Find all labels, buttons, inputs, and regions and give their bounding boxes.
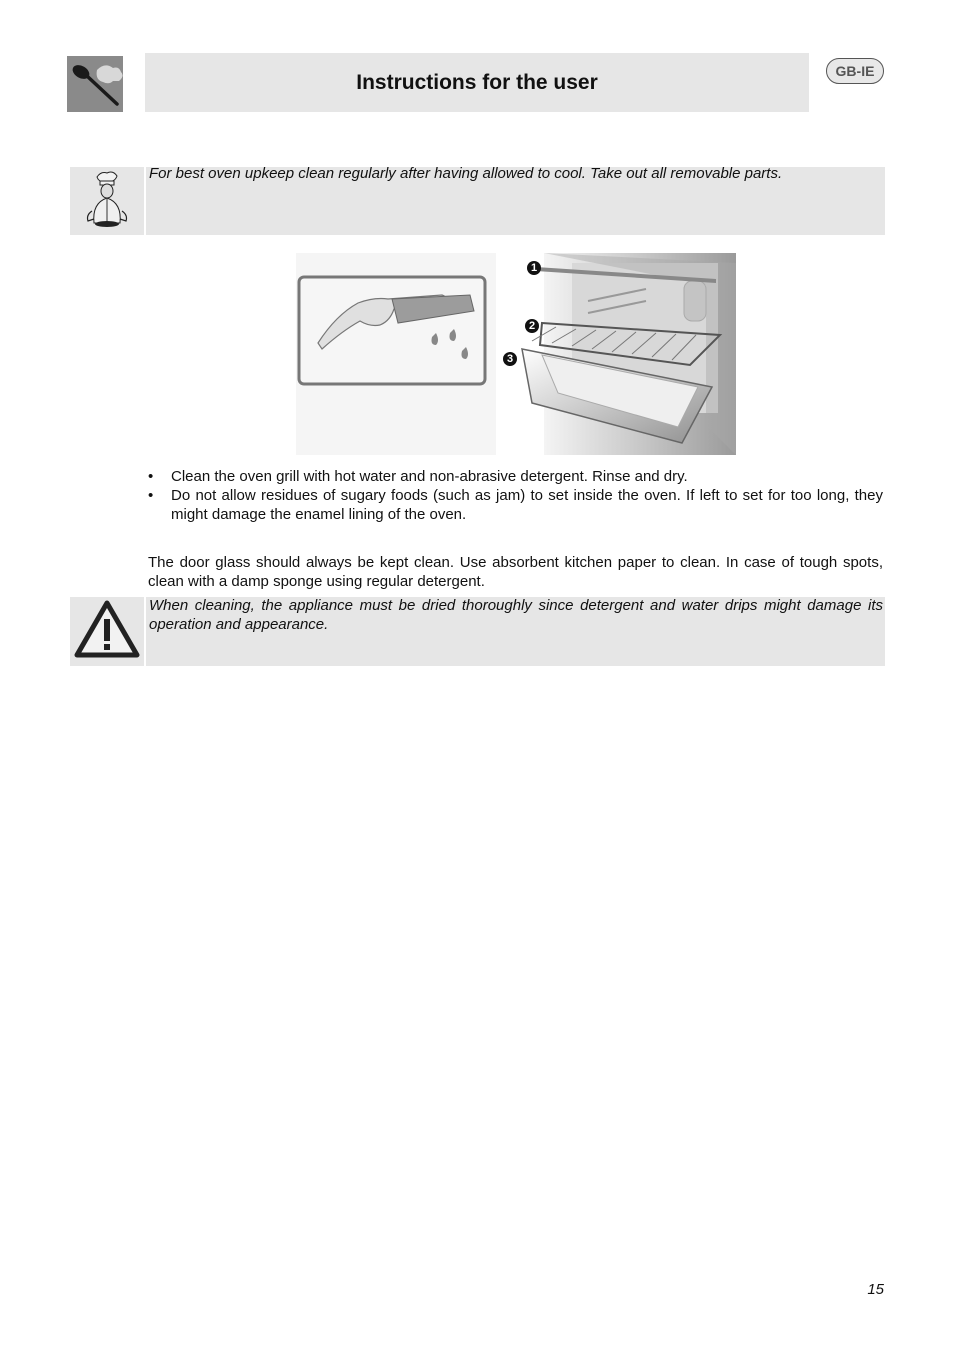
spoon-chef-hat-icon bbox=[67, 56, 123, 112]
page-header bbox=[145, 53, 809, 112]
warning-triangle-icon bbox=[70, 597, 144, 666]
page-title: Instructions for the user bbox=[356, 70, 598, 94]
door-glass-paragraph: The door glass should always be kept clean. Use absorbent kitchen paper to clean. In case of tough spots, clean with a damp sponge using regular detergent. bbox=[148, 554, 883, 590]
bullet-marker: • bbox=[148, 468, 154, 485]
bullet-text: Do not allow residues of sugary foods (such as jam) to set inside the oven. If left to set for too long, they might damage the enamel lining of the oven. bbox=[171, 487, 883, 523]
callout-3: 3 bbox=[503, 352, 517, 366]
list-item bbox=[148, 467, 883, 486]
bullet-text: Clean the oven grill with hot water and non-abrasive detergent. Rinse and dry. bbox=[171, 468, 688, 485]
warning-box bbox=[146, 597, 885, 666]
callout-2: 2 bbox=[525, 319, 539, 333]
chef-icon bbox=[70, 167, 144, 235]
callout-1: 1 bbox=[527, 261, 541, 275]
list-item bbox=[148, 486, 883, 524]
language-badge: GB-IE bbox=[826, 58, 884, 84]
page-number: 15 bbox=[867, 1281, 884, 1298]
cleaning-bullet-list bbox=[148, 467, 883, 524]
warning-text: When cleaning, the appliance must be dried thoroughly since detergent and water drips might damage its operation and appearance. bbox=[149, 597, 883, 633]
bullet-marker: • bbox=[148, 487, 154, 504]
oven-cleaning-illustration bbox=[296, 253, 736, 455]
tip-box bbox=[146, 167, 885, 235]
tip-text: For best oven upkeep clean regularly after having allowed to cool. Take out all removable parts. bbox=[149, 165, 783, 182]
